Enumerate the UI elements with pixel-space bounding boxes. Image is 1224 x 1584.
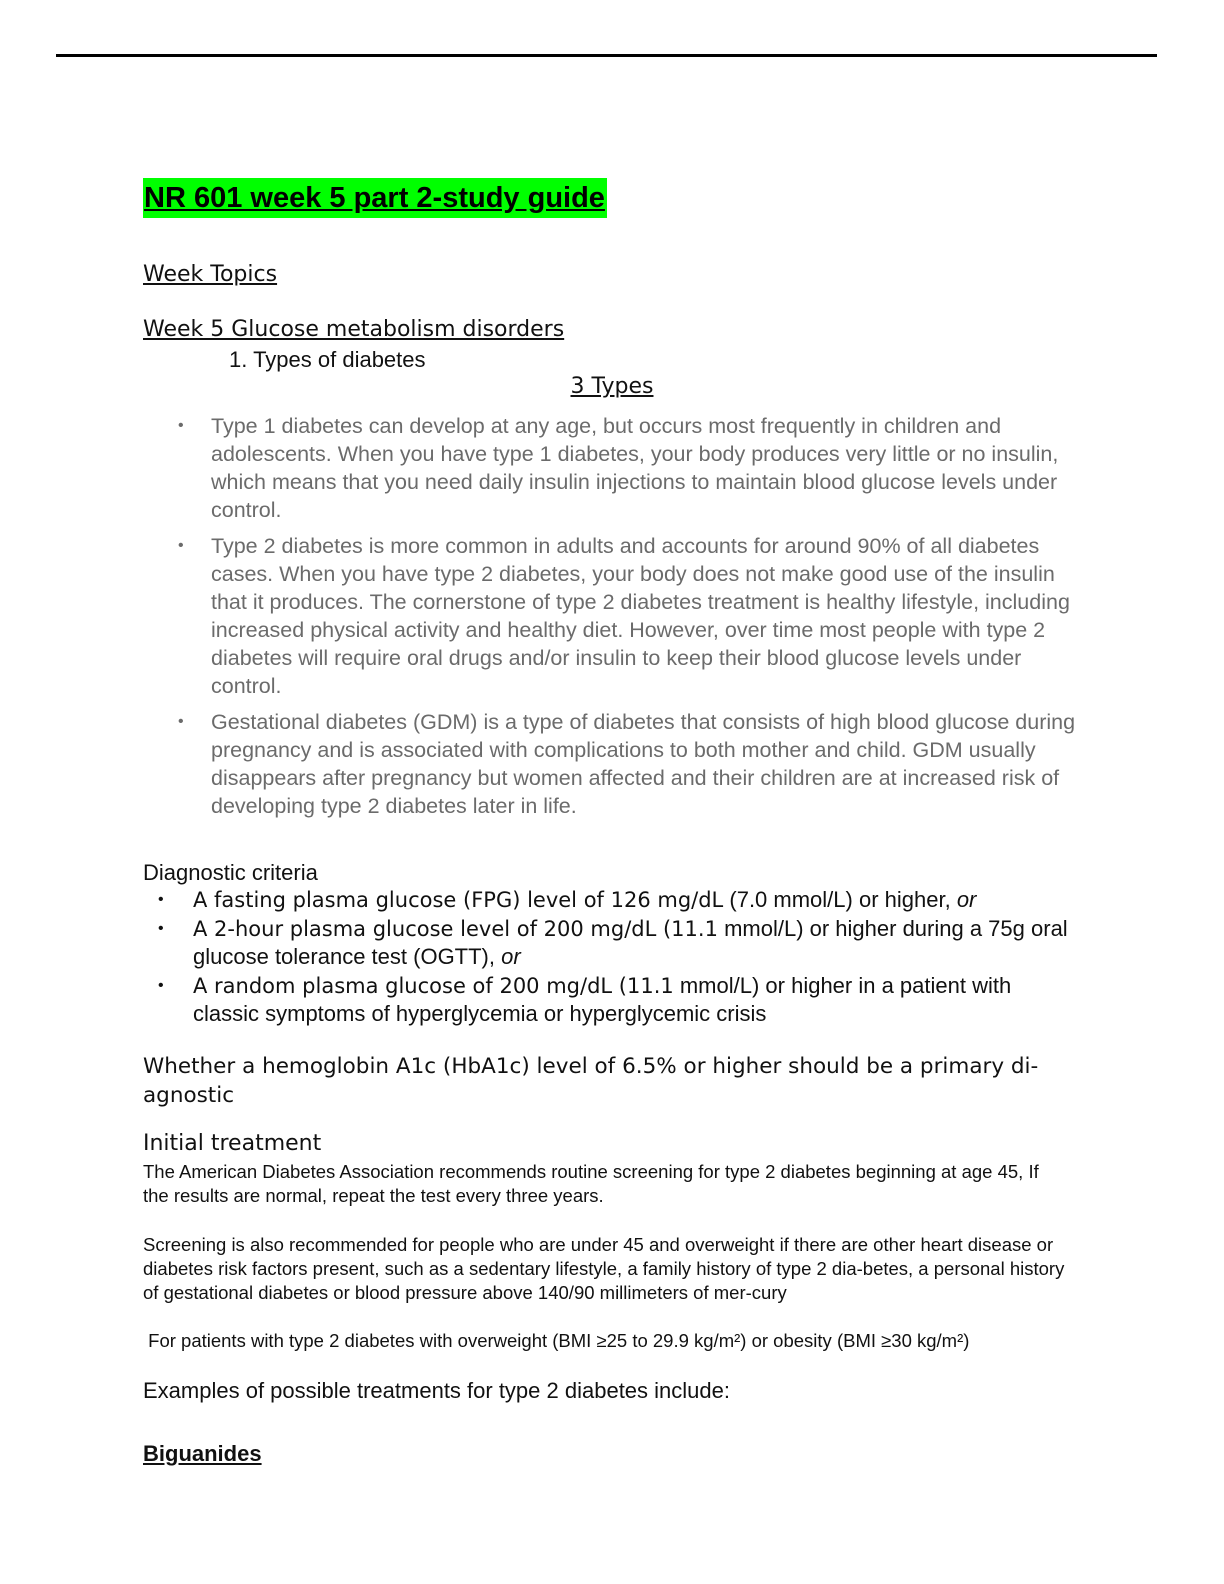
type-2-text: Type 2 diabetes is more common in adults and accounts for around 90% of all diabetes cases. When you have type 2 diabetes, your body does not make good use of the insulin that it produces. The cornerstone of type 2 diabetes treatment is healthy lifestyle, including increased physical activity and healthy diet. However, over time most people with type 2 diabetes will require oral drugs and/or insulin to keep their blood glucose levels under control.: [211, 534, 1070, 698]
criterion-rest: (7.0 mmol/L) or higher,: [723, 887, 957, 912]
list-item: [178, 532, 1078, 700]
criterion-lead: A random plasma glucose of 200 mg/dL (11.1: [193, 973, 674, 998]
screening-paragraph: The American Diabetes Association recommends routine screening for type 2 diabetes beginning at age 45, If the results are normal, repeat the test every three years.: [143, 1161, 1039, 1206]
examples-heading: Examples of possible treatments for type 2 diabetes include:: [143, 1378, 730, 1403]
hba1c-paragraph: Whether a hemoglobin A1c (HbA1c) level of 6.5% or higher should be a primary di-agnostic: [143, 1054, 1039, 1108]
bmi-paragraph: For patients with type 2 diabetes with overweight (BMI ≥25 to 29.9 kg/m²) or obesity (BMI ≥30 kg/m²): [143, 1330, 970, 1351]
diabetes-types-list: [178, 412, 1078, 828]
bullet-icon: •: [158, 919, 164, 937]
criterion-or: or: [956, 887, 977, 912]
diagnostic-criteria-heading: Diagnostic criteria: [143, 860, 318, 885]
three-types-heading: [0, 374, 1224, 399]
bullet-icon: •: [178, 713, 184, 730]
biguanides-heading: Biguanides: [143, 1441, 262, 1466]
three-types-label: 3 Types: [570, 374, 654, 399]
bullet-icon: •: [178, 537, 184, 554]
bullet-icon: •: [178, 417, 184, 434]
types-of-diabetes-item: 1. Types of diabetes: [229, 347, 426, 372]
week-5-heading: Week 5 Glucose metabolism disorders: [143, 317, 565, 342]
criterion-lead: A 2-hour plasma glucose level of 200 mg/dL (11.1: [193, 916, 718, 941]
criterion-or: or: [501, 944, 521, 969]
document-title: NR 601 week 5 part 2-study guide: [143, 178, 607, 218]
gdm-text: Gestational diabetes (GDM) is a type of diabetes that consists of high blood glucose during pregnancy and is associated with complications to both mother and child. GDM usually disappears after pregnancy but women affected and their children are at increased risk of developing type 2 diabetes later in life.: [211, 710, 1076, 818]
criterion-lead: A fasting plasma glucose (FPG) level of 126 mg/dL: [193, 888, 724, 912]
week-topics-heading: Week Topics: [143, 262, 278, 287]
type-1-text: Type 1 diabetes can develop at any age, but occurs most frequently in children and adolescents. When you have type 1 diabetes, your body produces very little or no insulin, which means that you need daily insulin injections to maintain blood glucose levels under control.: [211, 414, 1059, 522]
list-item: [158, 886, 1078, 915]
screening-risk-paragraph: Screening is also recommended for people who are under 45 and overweight if there are other heart disease or diabetes risk factors present, such as a sedentary lifestyle, a family history of type 2 dia-betes, a personal history of gestational diabetes or blood pressure above 140/90 millimeters of mer-cury: [143, 1234, 1065, 1303]
bullet-icon: •: [158, 976, 164, 994]
list-item: [158, 915, 1078, 972]
criterion-rest: mmol/L) or higher during a 75g oral glucose tolerance test (OGTT),: [193, 915, 1068, 969]
bullet-icon: •: [158, 891, 164, 908]
criterion-rest: mmol/L) or higher in a patient with classic symptoms of hyperglycemia or hyperglycemic crisis: [193, 972, 1012, 1026]
header-rule: [56, 54, 1157, 57]
criteria-list: [158, 886, 1078, 1029]
list-item: [178, 708, 1078, 820]
initial-treatment-heading: Initial treatment: [143, 1131, 322, 1156]
list-item: [158, 972, 1078, 1029]
list-item: [178, 412, 1078, 524]
